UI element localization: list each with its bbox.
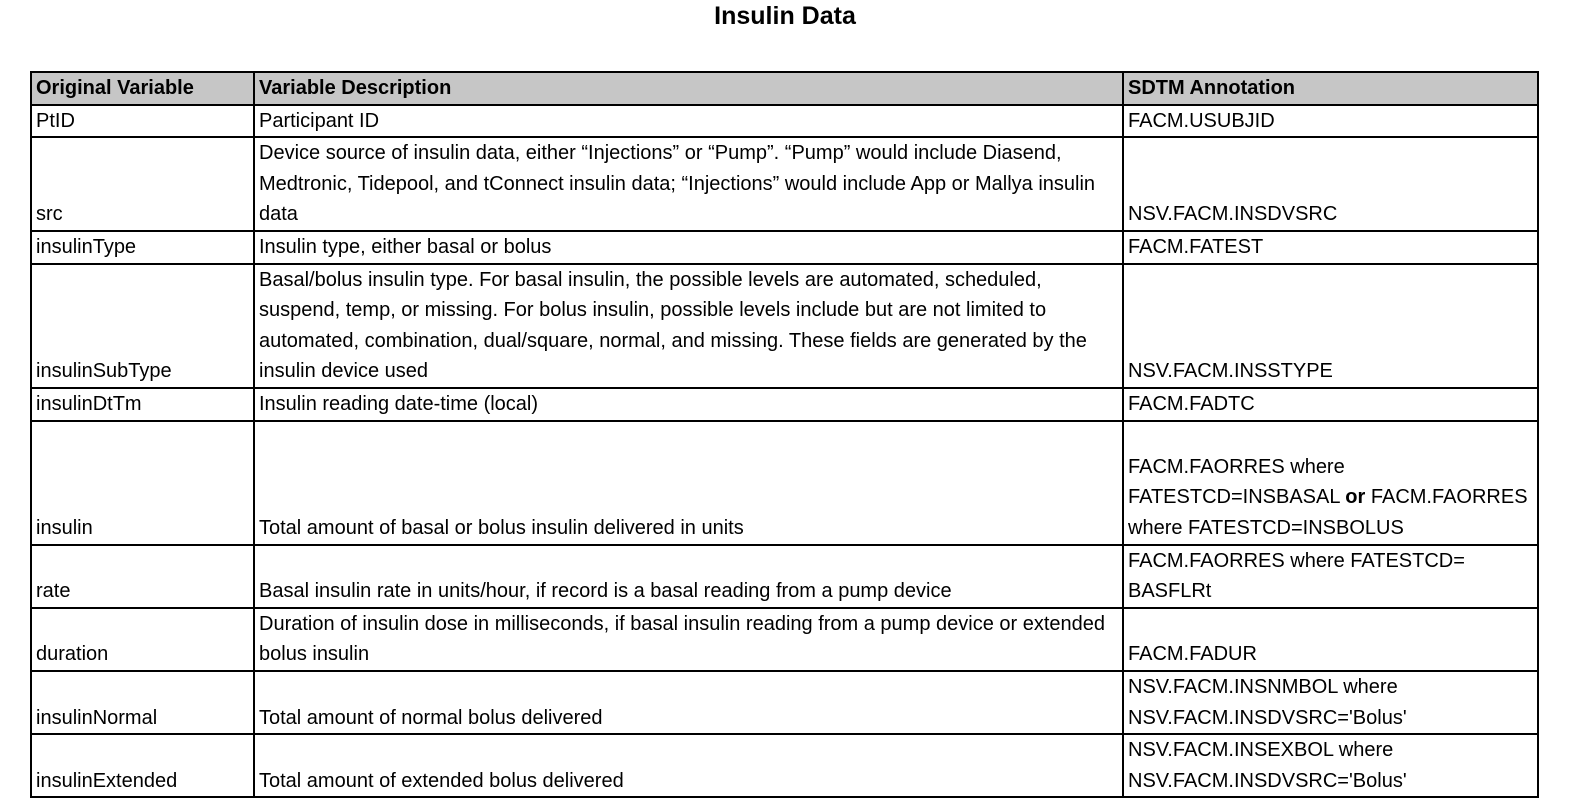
cell-original-variable: insulinSubType (31, 264, 254, 388)
cell-original-variable: insulinNormal (31, 671, 254, 734)
cell-sdtm-annotation: FACM.FATEST (1123, 231, 1538, 264)
cell-original-variable: rate (31, 545, 254, 608)
page-title: Insulin Data (714, 2, 856, 30)
table-row (31, 421, 1538, 545)
cell-sdtm-annotation: FACM.FADUR (1123, 608, 1538, 671)
header-original-variable: Original Variable (31, 72, 254, 105)
cell-sdtm-annotation: FACM.FADTC (1123, 388, 1538, 421)
cell-sdtm-annotation: FACM.USUBJID (1123, 105, 1538, 138)
cell-variable-description: Total amount of basal or bolus insulin delivered in units (254, 421, 1123, 545)
header-sdtm-annotation: SDTM Annotation (1123, 72, 1538, 105)
cell-sdtm-annotation: NSV.FACM.INSEXBOL where NSV.FACM.INSDVSRC='Bolus' (1123, 734, 1538, 797)
cell-sdtm-annotation: NSV.FACM.INSDVSRC (1123, 137, 1538, 231)
table-row (31, 264, 1538, 388)
cell-original-variable: insulin (31, 421, 254, 545)
cell-variable-description: Basal insulin rate in units/hour, if record is a basal reading from a pump device (254, 545, 1123, 608)
cell-variable-description: Device source of insulin data, either “Injections” or “Pump”. “Pump” would include Diasend, Medtronic, Tidepool, and tConnect insulin data; “Injections” would include App or Mallya insulin data (254, 137, 1123, 231)
sdtm-bolus-clause: FACM.FAORRES where FATESTCD=INSBOLUS (1128, 486, 1528, 539)
cell-variable-description: Basal/bolus insulin type. For basal insulin, the possible levels are automated, scheduled, suspend, temp, or missing. For bolus insulin, possible levels include but are not limited to automated, combination, dual/square, normal, and missing. These fields are generated by the insulin device used (254, 264, 1123, 388)
table-row (31, 608, 1538, 671)
cell-original-variable: PtID (31, 105, 254, 138)
table-row (31, 137, 1538, 231)
cell-sdtm-annotation (1123, 421, 1538, 545)
header-variable-description: Variable Description (254, 72, 1123, 105)
table-row (31, 545, 1538, 608)
cell-sdtm-annotation: NSV.FACM.INSNMBOL where NSV.FACM.INSDVSRC='Bolus' (1123, 671, 1538, 734)
cell-original-variable: insulinExtended (31, 734, 254, 797)
cell-sdtm-annotation: FACM.FAORRES where FATESTCD= BASFLRt (1123, 545, 1538, 608)
table-row (31, 105, 1538, 138)
cell-variable-description: Insulin type, either basal or bolus (254, 231, 1123, 264)
cell-original-variable: insulinType (31, 231, 254, 264)
table-header-row (31, 72, 1538, 105)
table-row (31, 734, 1538, 797)
cell-variable-description: Duration of insulin dose in milliseconds, if basal insulin reading from a pump device or extended bolus insulin (254, 608, 1123, 671)
sdtm-basal-clause: FACM.FAORRES where FATESTCD=INSBASAL (1128, 455, 1345, 509)
cell-variable-description: Total amount of normal bolus delivered (254, 671, 1123, 734)
cell-original-variable: insulinDtTm (31, 388, 254, 421)
insulin-data-table (30, 71, 1539, 798)
cell-original-variable: duration (31, 608, 254, 671)
sdtm-or-keyword: or (1345, 486, 1366, 509)
table-row (31, 231, 1538, 264)
cell-variable-description: Total amount of extended bolus delivered (254, 734, 1123, 797)
cell-sdtm-annotation: NSV.FACM.INSSTYPE (1123, 264, 1538, 388)
cell-original-variable: src (31, 137, 254, 231)
cell-variable-description: Participant ID (254, 105, 1123, 138)
table-row (31, 388, 1538, 421)
table-row (31, 671, 1538, 734)
cell-variable-description: Insulin reading date-time (local) (254, 388, 1123, 421)
